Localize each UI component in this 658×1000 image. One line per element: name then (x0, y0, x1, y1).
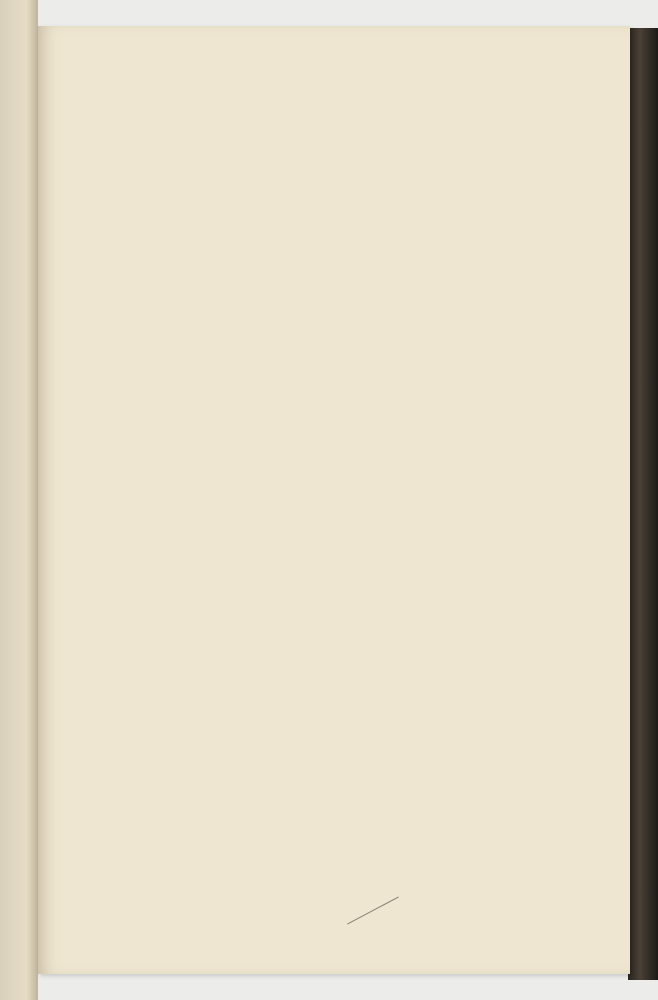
pencil-stroke (347, 896, 399, 924)
book-page (38, 26, 630, 974)
facing-page-edge (0, 0, 38, 1000)
book-spine (628, 28, 658, 980)
